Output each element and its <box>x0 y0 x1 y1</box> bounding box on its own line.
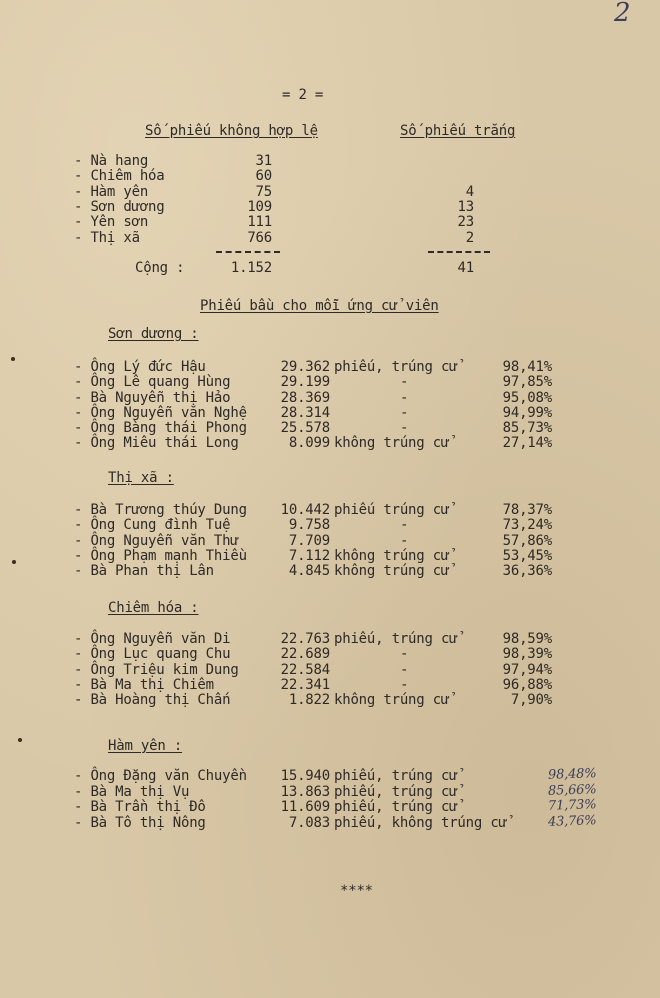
section-title: Thị xã : <box>108 470 174 486</box>
candidate-percentage-handwritten: 43,76% <box>547 813 597 830</box>
candidate-name: - Ông Lục quang Chu <box>74 646 231 662</box>
blank-count: 13 <box>457 199 474 215</box>
candidate-percentage: 78,37% <box>502 502 552 518</box>
candidate-percentage-handwritten: 98,48% <box>547 766 597 783</box>
candidate-percentage: 98,59% <box>502 631 552 647</box>
candidate-name: - Bà Ma thị Chiêm <box>74 677 214 693</box>
candidate-status: phiếu, trúng cử <box>334 768 458 784</box>
candidate-votes: 29.199 <box>280 374 330 390</box>
total-invalid: 1.152 <box>230 260 272 276</box>
candidate-name: - Bà Trần thị Đô <box>74 799 206 815</box>
candidate-percentage-handwritten: 85,66% <box>547 782 597 799</box>
candidate-status: phiếu, trúng cử <box>334 784 458 800</box>
candidate-name: - Ông Triệu kim Dung <box>74 662 239 678</box>
candidate-name: - Bà Ma thị Vụ <box>74 784 190 800</box>
handwritten-page-number: 2 <box>614 0 631 28</box>
candidate-votes: 7.709 <box>288 533 330 549</box>
candidate-status: không trúng cử <box>334 692 450 708</box>
invalid-count: 766 <box>247 230 272 246</box>
candidate-status: - <box>400 533 409 549</box>
candidate-votes: 29.362 <box>280 359 330 375</box>
candidate-percentage: 95,08% <box>502 390 552 406</box>
candidate-percentage-handwritten: 71,73% <box>547 797 597 814</box>
candidate-percentage: 96,88% <box>502 677 552 693</box>
candidate-votes: 15.940 <box>280 768 330 784</box>
candidate-name: - Bà Nguyễn thị Hảo <box>74 390 231 406</box>
invalid-count: 60 <box>255 168 272 184</box>
candidate-status: - <box>400 420 409 436</box>
candidate-name: - Ông Nguyễn văn Thư <box>74 533 239 549</box>
candidate-votes: 25.578 <box>280 420 330 436</box>
candidate-status: - <box>400 517 409 533</box>
blank-votes-heading: Số phiếu trắng <box>400 123 516 139</box>
footer-stars: **** <box>340 883 373 899</box>
candidate-name: - Ông Phạm mạnh Thiều <box>74 548 247 564</box>
candidate-votes: 22.689 <box>280 646 330 662</box>
candidate-status: phiếu, không trúng cử <box>334 815 507 831</box>
blank-count: 23 <box>457 214 474 230</box>
section-title: Hàm yên : <box>108 738 183 754</box>
candidate-percentage: 98,41% <box>502 359 552 375</box>
candidate-name: - Ông Nguyễn văn Nghệ <box>74 405 247 421</box>
candidate-status: - <box>400 374 409 390</box>
candidate-name: - Ông Bàng thái Phong <box>74 420 247 436</box>
votes-heading: Phiếu bầu cho mỗi ứng cử viên <box>200 298 439 314</box>
candidate-status: - <box>400 646 409 662</box>
invalid-count: 109 <box>247 199 272 215</box>
candidate-percentage: 73,24% <box>502 517 552 533</box>
section-title: Chiêm hóa : <box>108 600 199 616</box>
invalid-count: 75 <box>255 184 272 200</box>
blank-count: 4 <box>465 184 474 200</box>
candidate-status: không trúng cử <box>334 435 450 451</box>
ink-fleck <box>11 357 15 361</box>
page-header: = 2 = <box>282 87 324 103</box>
ink-fleck <box>18 738 22 742</box>
candidate-votes: 28.314 <box>280 405 330 421</box>
district-name: - Chiêm hóa <box>74 168 165 184</box>
invalid-votes-heading: Số phiếu không hợp lệ <box>145 123 318 139</box>
candidate-name: - Ông Lý đức Hậu <box>74 359 206 375</box>
total-rule-invalid <box>216 251 280 253</box>
candidate-status: phiếu, trúng cử <box>334 359 458 375</box>
candidate-name: - Bà Hoàng thị Chấn <box>74 692 231 708</box>
candidate-status: - <box>400 662 409 678</box>
ink-fleck <box>12 560 16 564</box>
district-name: - Yên sơn <box>74 214 149 230</box>
candidate-percentage: 7,90% <box>510 692 552 708</box>
candidate-percentage: 94,99% <box>502 405 552 421</box>
candidate-status: phiếu trúng cử <box>334 502 450 518</box>
candidate-percentage: 27,14% <box>502 435 552 451</box>
total-label: Cộng : <box>135 260 185 276</box>
candidate-status: không trúng cử <box>334 563 450 579</box>
candidate-percentage: 53,45% <box>502 548 552 564</box>
district-name: - Sơn dương <box>74 199 165 215</box>
candidate-votes: 22.341 <box>280 677 330 693</box>
candidate-status: - <box>400 390 409 406</box>
candidate-name: - Bà Tô thị Nông <box>74 815 206 831</box>
candidate-votes: 1.822 <box>288 692 330 708</box>
candidate-name: - Bà Trương thúy Dung <box>74 502 247 518</box>
candidate-votes: 13.863 <box>280 784 330 800</box>
candidate-votes: 4.845 <box>288 563 330 579</box>
candidate-percentage: 98,39% <box>502 646 552 662</box>
section-title: Sơn dương : <box>108 326 199 342</box>
district-name: - Nà hang <box>74 153 149 169</box>
blank-count: 2 <box>465 230 474 246</box>
candidate-votes: 22.763 <box>280 631 330 647</box>
total-blank: 41 <box>457 260 474 276</box>
candidate-votes: 28.369 <box>280 390 330 406</box>
district-name: - Thị xã <box>74 230 140 246</box>
candidate-name: - Ông Đặng văn Chuyền <box>74 768 247 784</box>
candidate-votes: 9.758 <box>288 517 330 533</box>
district-name: - Hàm yên <box>74 184 149 200</box>
candidate-status: - <box>400 677 409 693</box>
candidate-name: - Bà Phan thị Lân <box>74 563 214 579</box>
invalid-count: 111 <box>247 214 272 230</box>
candidate-status: - <box>400 405 409 421</box>
candidate-name: - Ông Cung đình Tuệ <box>74 517 231 533</box>
candidate-status: không trúng cử <box>334 548 450 564</box>
candidate-votes: 22.584 <box>280 662 330 678</box>
candidate-votes: 10.442 <box>280 502 330 518</box>
candidate-status: phiếu, trúng cử <box>334 631 458 647</box>
candidate-name: - Ông Miêu thái Long <box>74 435 239 451</box>
candidate-percentage: 57,86% <box>502 533 552 549</box>
candidate-percentage: 97,94% <box>502 662 552 678</box>
candidate-status: phiếu, trúng cử <box>334 799 458 815</box>
candidate-name: - Ông Nguyễn văn Di <box>74 631 231 647</box>
candidate-votes: 8.099 <box>288 435 330 451</box>
candidate-votes: 11.609 <box>280 799 330 815</box>
invalid-count: 31 <box>255 153 272 169</box>
candidate-percentage: 85,73% <box>502 420 552 436</box>
candidate-votes: 7.083 <box>288 815 330 831</box>
total-rule-blank <box>428 251 490 253</box>
candidate-percentage: 97,85% <box>502 374 552 390</box>
candidate-percentage: 36,36% <box>502 563 552 579</box>
candidate-votes: 7.112 <box>288 548 330 564</box>
candidate-name: - Ông Lê quang Hùng <box>74 374 231 390</box>
